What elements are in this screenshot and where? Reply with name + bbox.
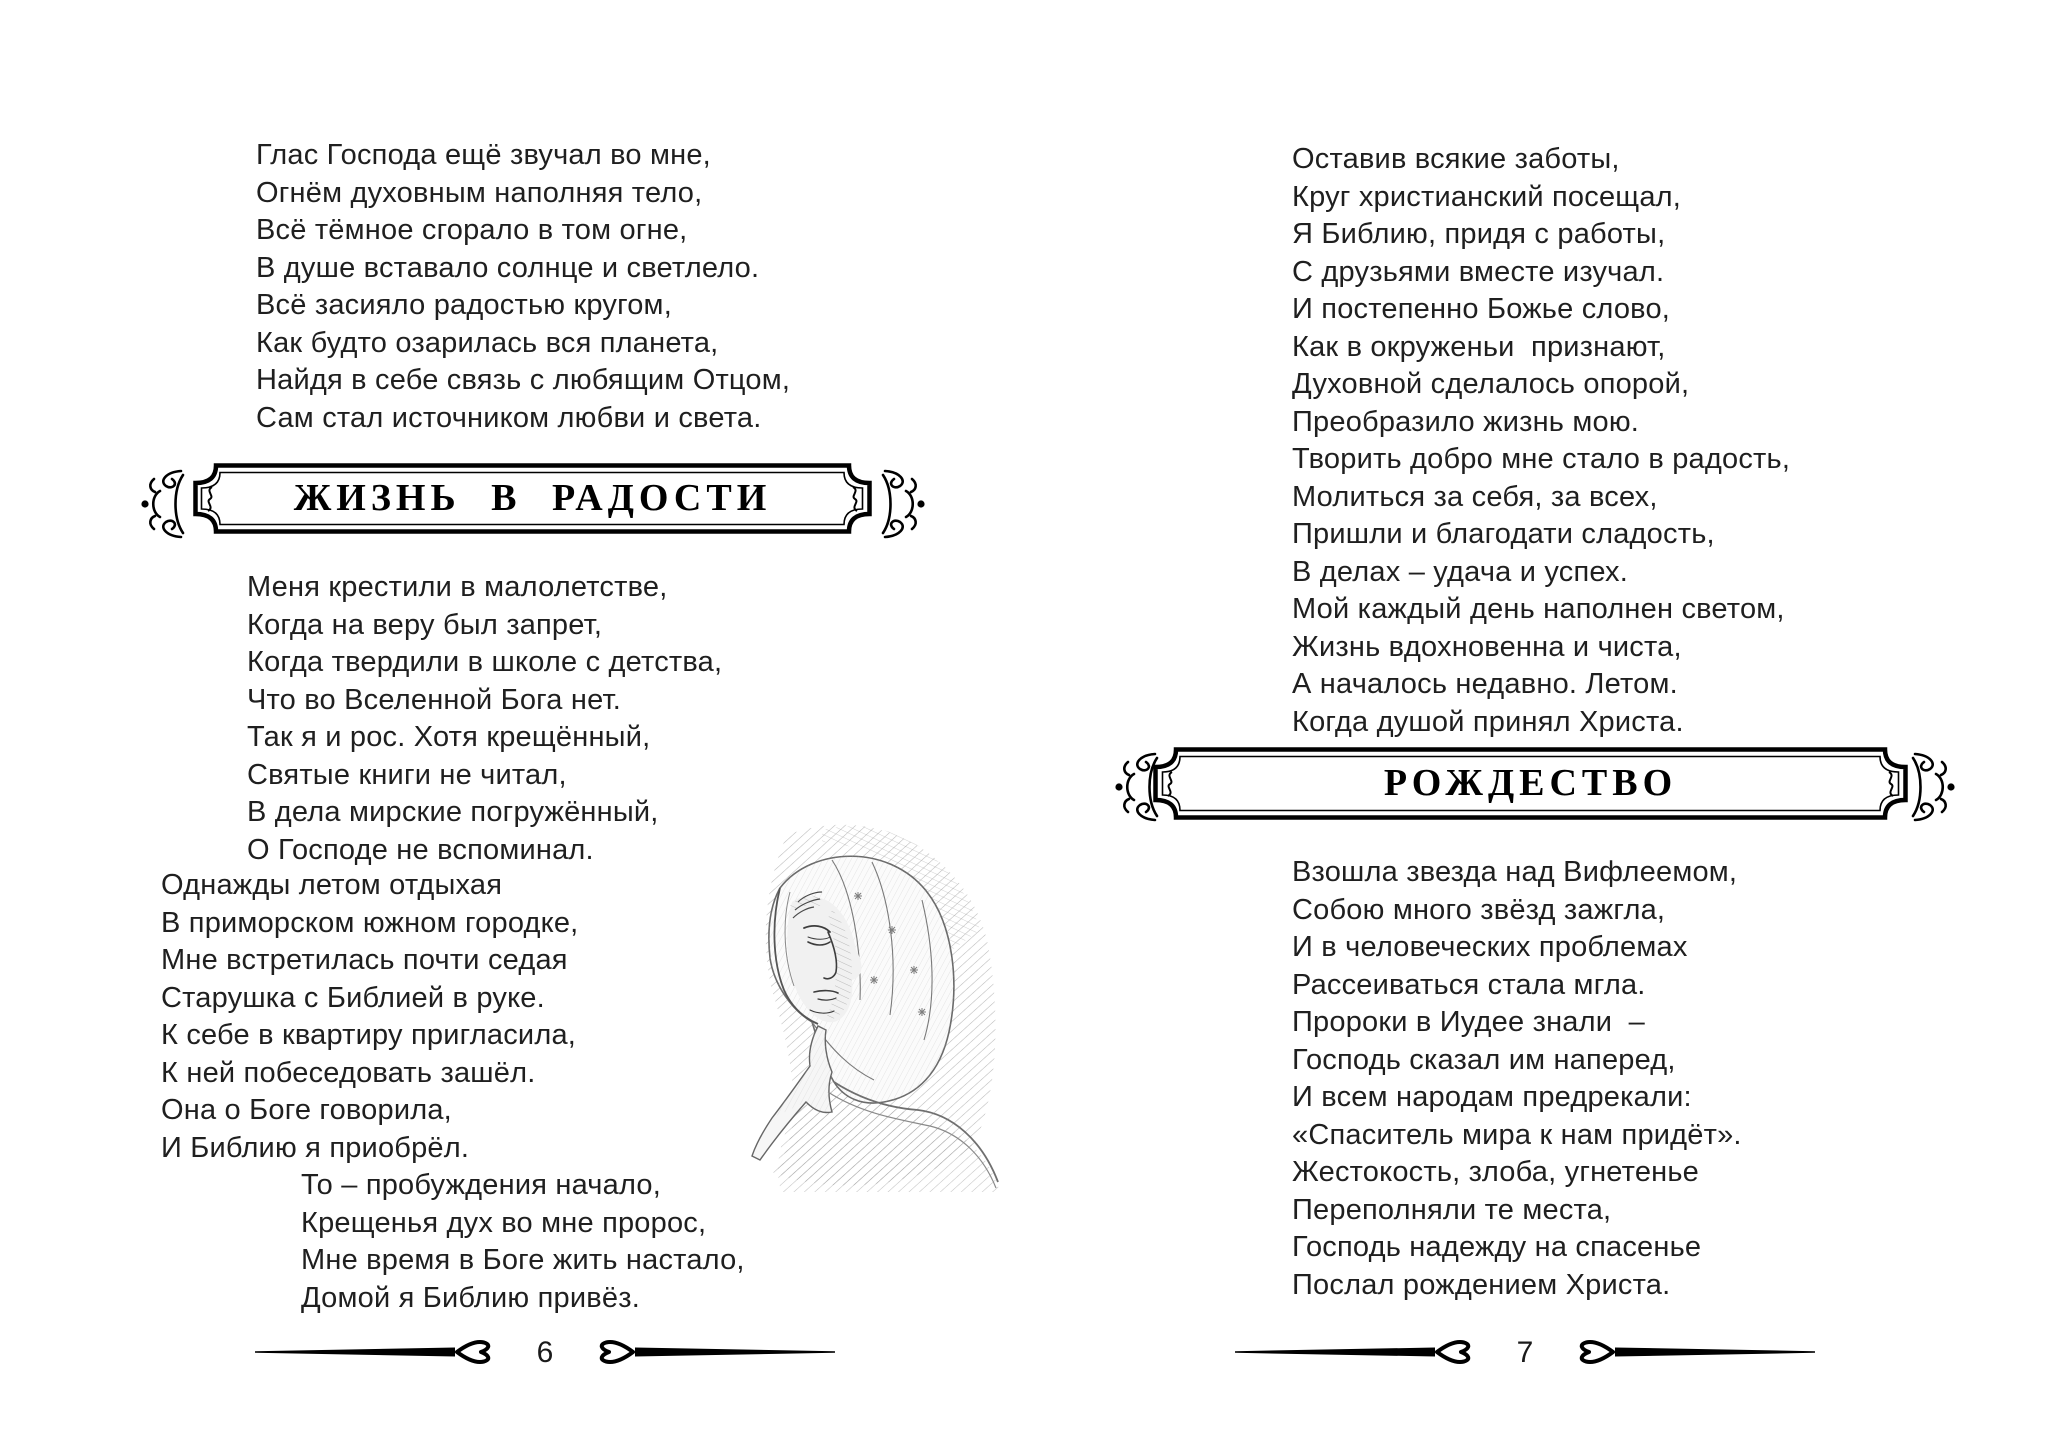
poem-line: И Библию я приобрёл. [161,1131,470,1164]
poem-line: Огнём духовным наполняя тело, [256,176,703,209]
poem-stanza [247,719,659,869]
section-title: ЖИЗНЬ В РАДОСТИ [293,477,772,519]
poem-line: Когда твердили в школе с детства, [247,646,723,678]
poem-line: И постепенно Божье слово, [1292,293,1671,325]
floral-flourish-icon [1910,747,1958,832]
poem-line: Я Библию, придя с работы, [1292,218,1666,250]
poem-stanza [1292,591,1785,741]
floral-flourish-icon [138,464,186,549]
poem-line: «Спаситель мира к нам придёт». [1292,1118,1742,1151]
poem-stanza [1292,441,1790,591]
section-title-banner [1112,743,1952,827]
poem-line: Мне встретилась почти седая [161,944,568,976]
poem-line: Как будто озарилась вся планета, [256,326,719,359]
poem-stanza [1292,1004,1742,1154]
poem-stanza [161,1017,576,1167]
poem-line: Когда на веру был запрет, [247,608,603,641]
floral-flourish-icon [880,464,928,549]
tapered-rule-heart-arrow-icon [1573,1336,1815,1368]
poem-line: И в человеческих проблемах [1292,931,1688,963]
poem-line: А началось недавно. Летом. [1292,668,1678,700]
poem-line: Домой я Библию привёз. [301,1281,640,1314]
poem-line: О Господе не вспоминал. [247,833,594,866]
page-footer [1235,1336,1815,1370]
poem-line: То – пробуждения начало, [301,1169,661,1201]
poem-line: К ней побеседовать зашёл. [161,1056,536,1089]
poem-line: Старушка с Библией в руке. [161,981,545,1014]
poem-stanza [1292,291,1689,441]
poem-line: Собою много звёзд зажгла, [1292,893,1666,926]
poem-line: В дела мирские погружённый, [247,796,659,828]
poem-line: Пророки в Иудее знали – [1292,1006,1645,1038]
poem-line: Святые книги не читал, [247,758,567,791]
poem-line: Сам стал источником любви и света. [256,401,762,434]
section-title-banner [138,460,948,544]
poem-line: Переполняли те места, [1292,1193,1612,1226]
poem-line: Пришли и благодати сладость, [1292,518,1715,550]
poem-line: Всё тёмное сгорало в том огне, [256,214,688,246]
poem-line: Найдя в себе связь с любящим Отцом, [256,364,791,396]
poem-line: Что во Вселенной Бога нет. [247,683,622,716]
poem-line: Мне время в Боге жить настало, [301,1244,745,1276]
poem-line: Так я и рос. Хотя крещённый, [247,721,651,753]
poem-line: Она о Боге говорила, [161,1094,452,1126]
tapered-rule-heart-arrow-icon [593,1336,835,1368]
poem-line: Крещенья дух во мне пророс, [301,1206,707,1239]
poem-line: Круг христианский посещал, [1292,180,1682,213]
poem-line: С друзьями вместе изучал. [1292,255,1665,288]
poem-stanza [1292,854,1737,1004]
poem-line: Духовной сделалось опорой, [1292,368,1690,400]
poem-line: Жизнь вдохновенна и чиста, [1292,630,1682,663]
poem-line: Глас Господа ещё звучал во мне, [256,139,711,171]
poem-line: Послал рождением Христа. [1292,1268,1671,1301]
poem-line: И всем народам предрекали: [1292,1081,1692,1113]
old-woman-illustration [622,800,1014,1195]
poem-line: Мой каждый день наполнен светом, [1292,593,1785,625]
poem-line: Творить добро мне стало в радость, [1292,443,1791,475]
poem-line: Жестокость, злоба, угнетенье [1292,1156,1700,1188]
poem-stanza [256,137,759,287]
page-number: 6 [536,1336,554,1369]
poem-stanza [1292,141,1681,291]
poem-line: Рассеиваться стала мгла. [1292,968,1646,1001]
poem-stanza [256,287,790,437]
poem-line: К себе в квартиру пригласила, [161,1019,577,1051]
poem-line: В делах – удача и успех. [1292,555,1629,588]
poem-line: Молиться за себя, за всех, [1292,480,1658,513]
poem-stanza [1292,1154,1701,1304]
poem-stanza [247,569,722,719]
page-number: 7 [1516,1336,1534,1369]
page-footer [255,1336,835,1370]
poem-line: Когда душой принял Христа. [1292,705,1684,738]
poem-line: Меня крестили в малолетстве, [247,571,668,603]
poem-line: Оставив всякие заботы, [1292,143,1620,175]
poem-line: Взошла звезда над Вифлеемом, [1292,856,1738,888]
poem-line: Господь сказал им наперед, [1292,1043,1676,1076]
poem-line: Всё засияло радостью кругом, [256,289,672,321]
poem-line: Господь надежду на спасенье [1292,1231,1702,1263]
section-title: РОЖДЕСТВО [1383,762,1678,804]
poem-line: Преобразило жизнь мою. [1292,405,1640,438]
poem-stanza [161,867,578,1017]
poem-line: В душе вставало солнце и светлело. [256,251,760,284]
poem-line: Как в окруженьи признают, [1292,330,1666,363]
poem-line: Однажды летом отдыхая [161,869,503,901]
poem-line: В приморском южном городке, [161,906,579,939]
